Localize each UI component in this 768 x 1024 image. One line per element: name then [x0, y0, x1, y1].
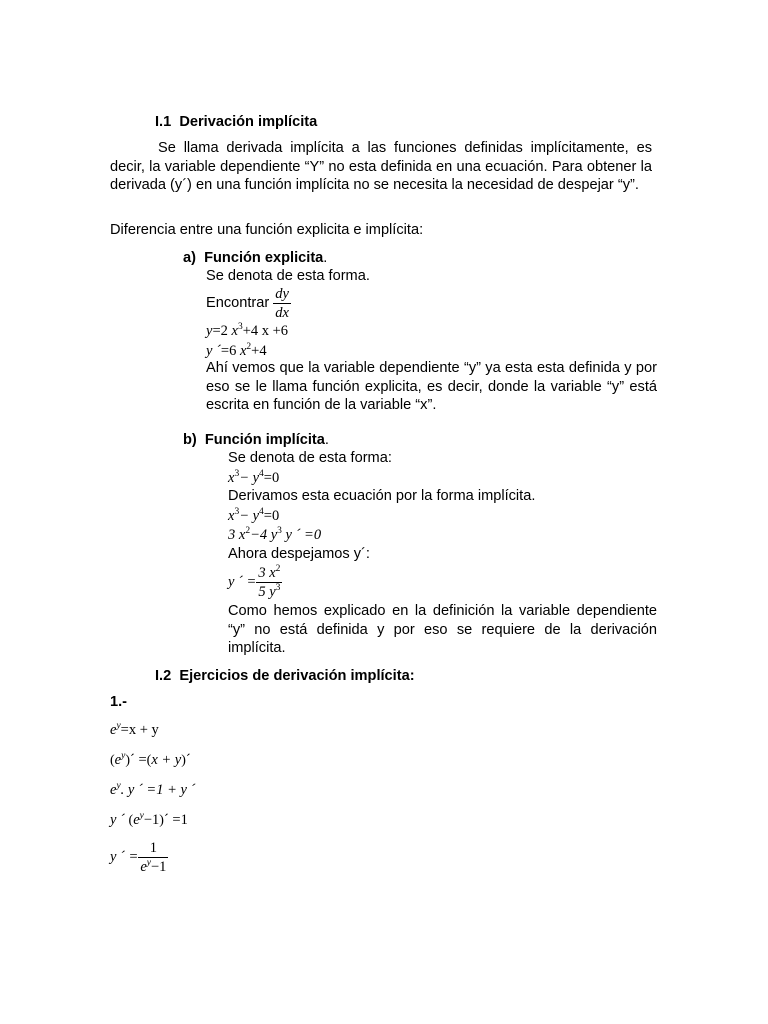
eq-exponent: y: [116, 721, 121, 731]
eq-term: x: [239, 343, 247, 359]
eq-term: e: [114, 752, 122, 768]
eq-exponent: y: [121, 751, 126, 761]
eq-term: =2: [212, 323, 228, 339]
exercise-label: 1.-: [110, 694, 128, 710]
eq-exponent: y: [146, 857, 151, 868]
eq-term: 3 x: [228, 527, 246, 543]
section-number: I.2: [155, 668, 172, 684]
eq-exponent: 2: [246, 342, 252, 352]
eq-term: y ´ =: [110, 848, 139, 865]
section-title: Derivación implícita: [179, 114, 318, 130]
eq-exponent: 3: [275, 582, 281, 593]
y-prime-fraction: [256, 565, 282, 600]
eq-term: −4 y: [250, 527, 278, 543]
eq-term: +4 x +6: [242, 323, 289, 339]
eq-term: − y: [239, 470, 260, 486]
exercise-line-4: [110, 811, 188, 831]
eq-exponent: y: [116, 781, 121, 791]
eq-term: − y: [239, 508, 260, 524]
eq-term: =x + y: [120, 722, 159, 738]
section-number: I.1: [155, 114, 172, 130]
section-heading-1: [155, 113, 317, 132]
eq-exponent: y: [139, 811, 144, 821]
exercise-line-2: [110, 751, 191, 771]
equation-b1: [228, 469, 279, 488]
section-heading-2: [155, 667, 415, 686]
eq-term: y ´: [110, 812, 125, 828]
eq-term: e: [110, 722, 117, 738]
item-period: .: [324, 432, 329, 448]
eq-term: +4: [251, 343, 267, 359]
eq-exponent: 4: [259, 507, 264, 517]
eq-term: e: [140, 858, 147, 875]
section-title: Ejercicios de derivación implícita:: [179, 668, 415, 684]
item-period: .: [323, 250, 328, 266]
frac-numerator: [256, 565, 282, 583]
exercise-line-5: [110, 838, 168, 876]
paren: ): [181, 753, 186, 768]
item-title: Función explicita: [204, 250, 324, 266]
paren: ): [159, 813, 164, 828]
item-b-line1: Se denota de esta forma:: [228, 450, 392, 466]
item-marker: a): [183, 250, 196, 266]
frac-denominator: [256, 583, 282, 600]
result-fraction: [138, 840, 168, 875]
item-b-heading: [183, 431, 329, 450]
eq-term: y ´ =: [228, 573, 257, 590]
item-a-heading: [183, 249, 327, 268]
item-marker: b): [183, 432, 197, 448]
eq-term: x: [228, 470, 235, 486]
intro-paragraph: Se llama derivada implícita a las funciones definidas implícitamente, es decir, la variable dependiente “Y” no esta definida en una ecuación. Para obtener la derivada (y´) en una función implícita no se necesita la necesidad de despejar “y”.: [110, 140, 652, 193]
eq-term: e: [133, 812, 140, 828]
eq-term: x: [231, 323, 238, 339]
encontrar-line: [206, 285, 291, 321]
encontrar-label: Encontrar: [206, 294, 270, 311]
exercise-line-3: [110, 781, 195, 800]
frac-denominator: [138, 858, 168, 875]
eq-term: . y ´ =1 + y ´: [120, 782, 196, 798]
eq-term: x + y: [151, 752, 182, 768]
equation-a2: [206, 342, 267, 361]
eq-term: ´: [185, 752, 191, 768]
eq-term: y: [206, 323, 213, 339]
eq-exponent: 4: [259, 469, 264, 479]
eq-term: −1: [150, 858, 167, 875]
eq-term: =0: [263, 470, 280, 486]
exercise-line-1: [110, 721, 159, 740]
eq-term: =6: [220, 343, 237, 359]
eq-exponent: 2: [245, 526, 251, 536]
paren: ): [125, 753, 130, 768]
item-a-explanation: Ahí vemos que la variable dependiente “y” ya esta esta definida y por eso se le llama función explicita, es decir, donde la variable “y” está escrita en función de la variable “x”.: [206, 360, 657, 413]
frac-numerator: 1: [138, 840, 168, 858]
equation-b2: [228, 507, 279, 526]
item-b-line2: Derivamos esta ecuación por la forma implícita.: [228, 488, 536, 504]
eq-term: −1: [143, 812, 160, 828]
eq-exponent: 3: [234, 507, 240, 517]
eq-exponent: 3: [234, 469, 240, 479]
eq-exponent: 2: [275, 563, 281, 574]
frac-numerator: dy: [275, 285, 289, 302]
item-a-line1: Se denota de esta forma.: [206, 268, 370, 284]
eq-term: y ´ =0: [285, 527, 322, 543]
item-title: Función implícita: [204, 432, 325, 448]
paren: (: [110, 753, 115, 768]
equation-a1: [206, 322, 288, 341]
eq-term: ´ =: [130, 752, 147, 768]
eq-term: =0: [263, 508, 280, 524]
eq-term: ´ =1: [163, 812, 188, 828]
equation-b4: [228, 564, 282, 600]
eq-term: e: [110, 782, 117, 798]
eq-term: 5 y: [258, 583, 276, 600]
difference-line: Diferencia entre una función explicita e implícita:: [110, 222, 424, 238]
equation-b3: [228, 526, 321, 545]
eq-exponent: 3: [237, 322, 243, 332]
eq-term: y ´: [206, 343, 221, 359]
dy-dx-fraction: [273, 286, 291, 321]
item-b-line3: Ahora despejamos y´:: [228, 546, 370, 562]
eq-term: x: [228, 508, 235, 524]
paren: (: [128, 813, 134, 828]
frac-denominator: dx: [275, 304, 289, 321]
eq-term: 3 x: [258, 564, 276, 581]
paren: (: [146, 753, 152, 768]
eq-exponent: 3: [277, 526, 282, 536]
item-b-explanation: Como hemos explicado en la definición la variable dependiente “y” no está definida y por eso se requiere de la derivación implícita.: [228, 603, 657, 656]
